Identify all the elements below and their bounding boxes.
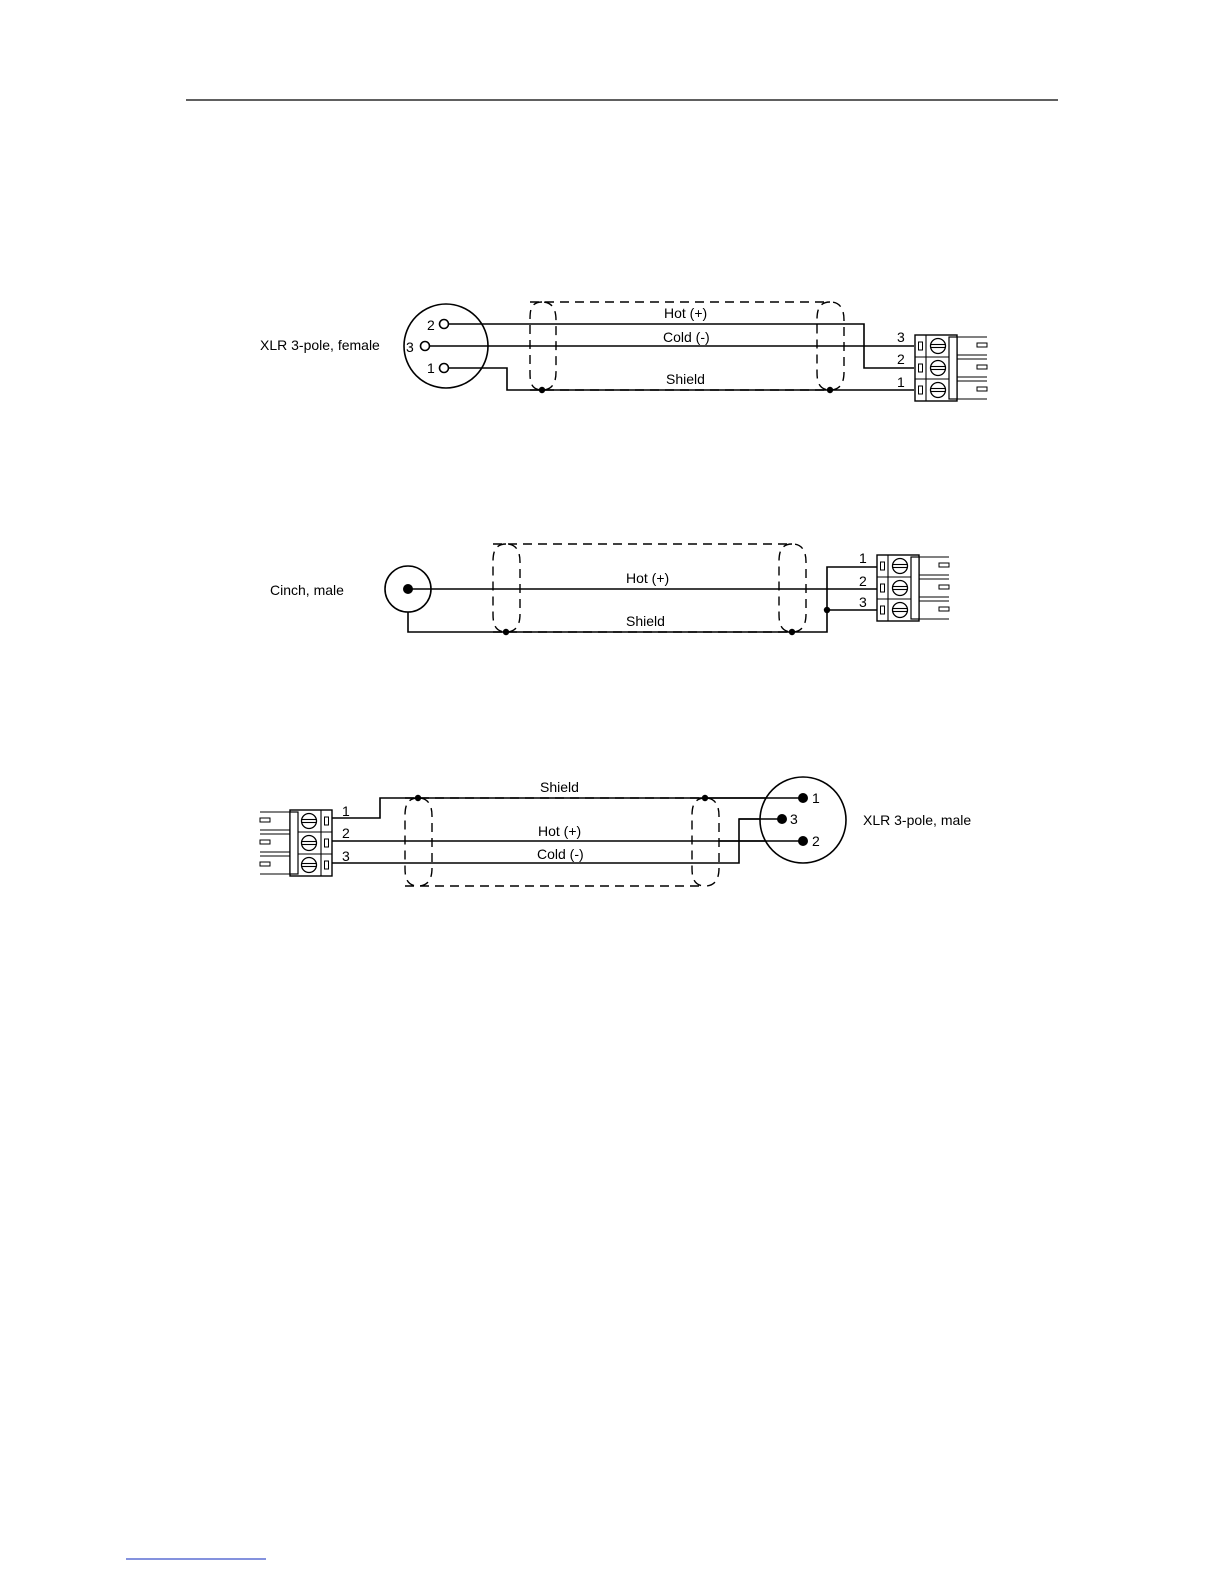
xlr-pin-label-1: 1 (812, 790, 820, 806)
shield-end-left (493, 544, 520, 632)
diagram-xlr-female-to-terminal (260, 302, 987, 401)
shield-end-right (692, 798, 719, 886)
wire-label-shield: Shield (666, 371, 705, 387)
xlr-male-label: XLR 3-pole, male (863, 812, 972, 828)
xlr-pin-1-dot (798, 793, 808, 803)
xlr-pin-3-dot (777, 814, 787, 824)
wire-label-cold: Cold (-) (537, 846, 584, 862)
wire-shield (332, 798, 803, 818)
wire-label-hot: Hot (+) (626, 570, 670, 586)
terminal-pin-label-3: 3 (342, 848, 350, 864)
terminal-pin-label-2: 2 (897, 351, 905, 367)
xlr-pin-1-socket (440, 364, 449, 373)
wire-label-hot: Hot (+) (538, 823, 582, 839)
xlr-female-label: XLR 3-pole, female (260, 337, 380, 353)
terminal-pin-label-3: 3 (859, 594, 867, 610)
screw-terminal-block-icon (260, 810, 332, 876)
shield-junction-dot (539, 387, 545, 393)
wire-label-shield: Shield (626, 613, 665, 629)
terminal-pin-label-2: 2 (342, 825, 350, 841)
xlr-pin-label-3: 3 (790, 811, 798, 827)
terminal-pin-label-1: 1 (859, 550, 867, 566)
xlr-male-connector-icon (760, 777, 846, 863)
cinch-male-label: Cinch, male (270, 582, 344, 598)
shield-junction-dot (415, 795, 421, 801)
wire-label-shield: Shield (540, 779, 579, 795)
shield-end-left (405, 798, 432, 886)
screw-terminal-block-icon (915, 335, 987, 401)
xlr-pin-label-2: 2 (427, 317, 435, 333)
terminal-pin-label-1: 1 (342, 803, 350, 819)
xlr-pin-label-1: 1 (427, 360, 435, 376)
diagram-cinch-to-terminal (270, 544, 949, 635)
wire-label-cold: Cold (-) (663, 329, 710, 345)
xlr-pin-2-dot (798, 836, 808, 846)
cable-shield-outline (405, 798, 705, 886)
xlr-pin-label-3: 3 (406, 339, 414, 355)
screw-terminal-block-icon (877, 555, 949, 621)
terminal-pin-label-3: 3 (897, 329, 905, 345)
wire-label-hot: Hot (+) (664, 305, 708, 321)
shield-junction-dot (503, 629, 509, 635)
shield-junction-dot (789, 629, 795, 635)
terminal-pin-label-1: 1 (897, 374, 905, 390)
diagram-terminal-to-xlr-male (260, 777, 971, 886)
shield-end-right (779, 544, 806, 632)
xlr-pin-3-socket (421, 342, 430, 351)
xlr-pin-2-socket (440, 320, 449, 329)
shield-junction-dot (827, 387, 833, 393)
shield-junction-dot (824, 607, 830, 613)
terminal-pin-label-2: 2 (859, 573, 867, 589)
xlr-pin-label-2: 2 (812, 833, 820, 849)
